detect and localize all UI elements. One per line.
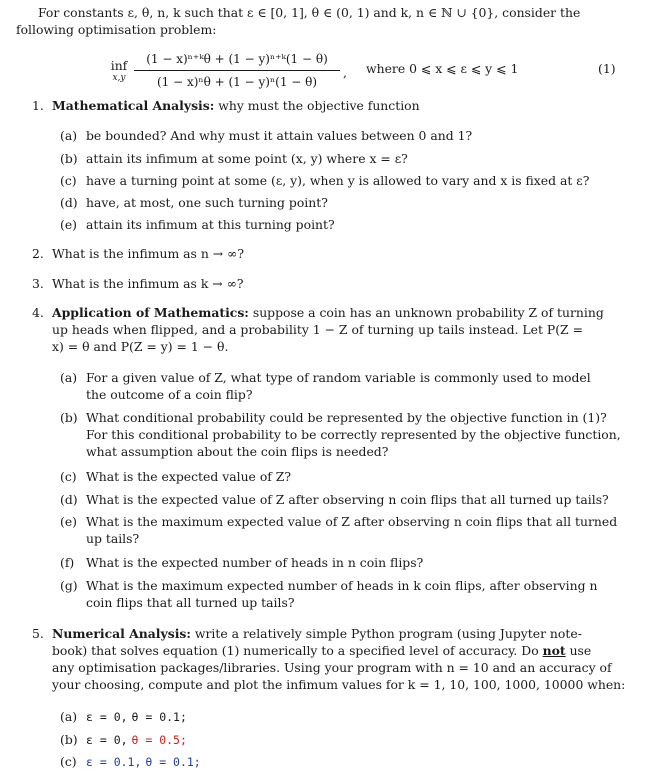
q1e-label: (e) [60,217,78,232]
q1-line [52,97,420,115]
q1-number: 1. [32,98,44,113]
q1-heading: Mathematical Analysis: [52,98,215,113]
q5-heading: Numerical Analysis: [52,626,191,641]
q1b-text: attain its infimum at some point (x, y) where x = ε? [86,151,408,166]
q5-line-4: your choosing, compute and plot the infimum values for k = 1, 10, 100, 1000, 10000 when: [52,677,626,692]
q4-line-2: up heads when flipped, and a probability 1 − Z of turning up tails instead. Let P(Z = [52,322,583,337]
q5a-theta: θ = 0.1; [131,710,187,724]
q5-number: 5. [32,626,44,641]
q1d-text: have, at most, one such turning point? [86,195,328,210]
q4c-label: (c) [60,469,77,484]
equation-constraint: where 0 ⩽ x ⩽ ε ⩽ y ⩽ 1 [366,61,519,76]
q5c-values [86,753,201,771]
q4b-line-2: For this conditional probability to be correctly represented by the objective function, [86,427,621,442]
q4e-label: (e) [60,514,78,529]
q4-number: 4. [32,305,44,320]
q4d-label: (d) [60,492,78,507]
q5-text-2: book) that solves equation (1) numerically to a specified level of accuracy. Do [52,643,543,658]
q4e-line-1: What is the maximum expected value of Z after observing n coin flips that all turned [86,514,618,529]
intro-line-1: For constants ε, θ, n, k such that ε ∈ [0, 1], θ ∈ (0, 1) and k, n ∈ ℕ ∪ {0}, consider the [38,5,581,20]
q4g-line-2: coin flips that all turned up tails? [86,595,295,610]
q4-line-1 [52,304,604,322]
q1a-label: (a) [60,128,78,143]
q5b-theta: θ = 0.5; [131,733,187,747]
q4b-label: (b) [60,410,78,425]
fraction-denominator: (1 − x)ⁿθ + (1 − y)ⁿ(1 − θ) [156,75,318,89]
q4f-label: (f) [60,555,75,570]
q4d-line-1: What is the expected value of Z after observing n coin flips that all turned up tails? [86,492,609,507]
equation-number: (1) [598,61,616,76]
q4g-label: (g) [60,578,78,593]
q2-number: 2. [32,246,44,261]
q5-line-3: any optimisation packages/libraries. Using your program with n = 10 and an accuracy of [52,660,612,675]
q5a-label: (a) [60,709,78,724]
q4-heading: Application of Mathematics: [52,305,249,320]
q5b-epsilon: ε = 0, [86,733,128,747]
q1a-text: be bounded? And why must it attain values between 0 and 1? [86,128,473,143]
q4c-line-1: What is the expected value of Z? [86,469,292,484]
q4f-line-1: What is the expected number of heads in n coin flips? [86,555,424,570]
inf-subscript: x,y [112,73,126,83]
intro-line-2: following optimisation problem: [16,22,217,37]
q3-number: 3. [32,276,44,291]
q5c-epsilon: ε = 0.1, [86,755,142,769]
q5a-values [86,708,187,726]
q4e-line-2: up tails? [86,531,140,546]
infimum-operator [108,60,130,84]
q3-text: What is the infimum as k → ∞? [52,276,244,291]
q5b-values [86,731,187,749]
q4a-line-1: For a given value of Z, what type of random variable is commonly used to model [86,370,591,385]
q5-not-emphasis: not [542,643,566,658]
q4a-line-2: the outcome of a coin flip? [86,387,253,402]
objective-fraction [134,50,340,91]
fraction-numerator: (1 − x)ⁿ⁺ᵏθ + (1 − y)ⁿ⁺ᵏ(1 − θ) [146,52,328,66]
q5c-theta: θ = 0.1; [145,755,201,769]
equation-comma: , [343,65,347,80]
q4b-line-3: what assumption about the coin flips is needed? [86,444,389,459]
q5a-epsilon: ε = 0, [86,710,128,724]
q5c-label: (c) [60,754,77,769]
fraction-bar [134,70,340,71]
q1c-text: have a turning point at some (ε, y), when y is allowed to vary and x is fixed at ε? [86,173,590,188]
q4-text-1: suppose a coin has an unknown probability Z of turning [248,305,604,320]
q1b-label: (b) [60,151,78,166]
q5-text-2-end: use [565,643,592,658]
inf-symbol: inf [110,58,128,73]
q4a-label: (a) [60,370,78,385]
q5-line-1 [52,625,582,643]
q5-line-2 [52,642,591,660]
q4b-line-1: What conditional probability could be represented by the objective function in (1)? [86,410,607,425]
q1-text: why must the objective function [214,98,420,113]
q1c-label: (c) [60,173,77,188]
q1d-label: (d) [60,195,78,210]
q4-line-3: x) = θ and P(Z = y) = 1 − θ. [52,339,229,354]
q4g-line-1: What is the maximum expected number of heads in k coin flips, after observing n [86,578,598,593]
q1e-text: attain its infimum at this turning point? [86,217,335,232]
q5-text-1: write a relatively simple Python program (using Jupyter note- [190,626,582,641]
q2-text: What is the infimum as n → ∞? [52,246,245,261]
q5b-label: (b) [60,732,78,747]
